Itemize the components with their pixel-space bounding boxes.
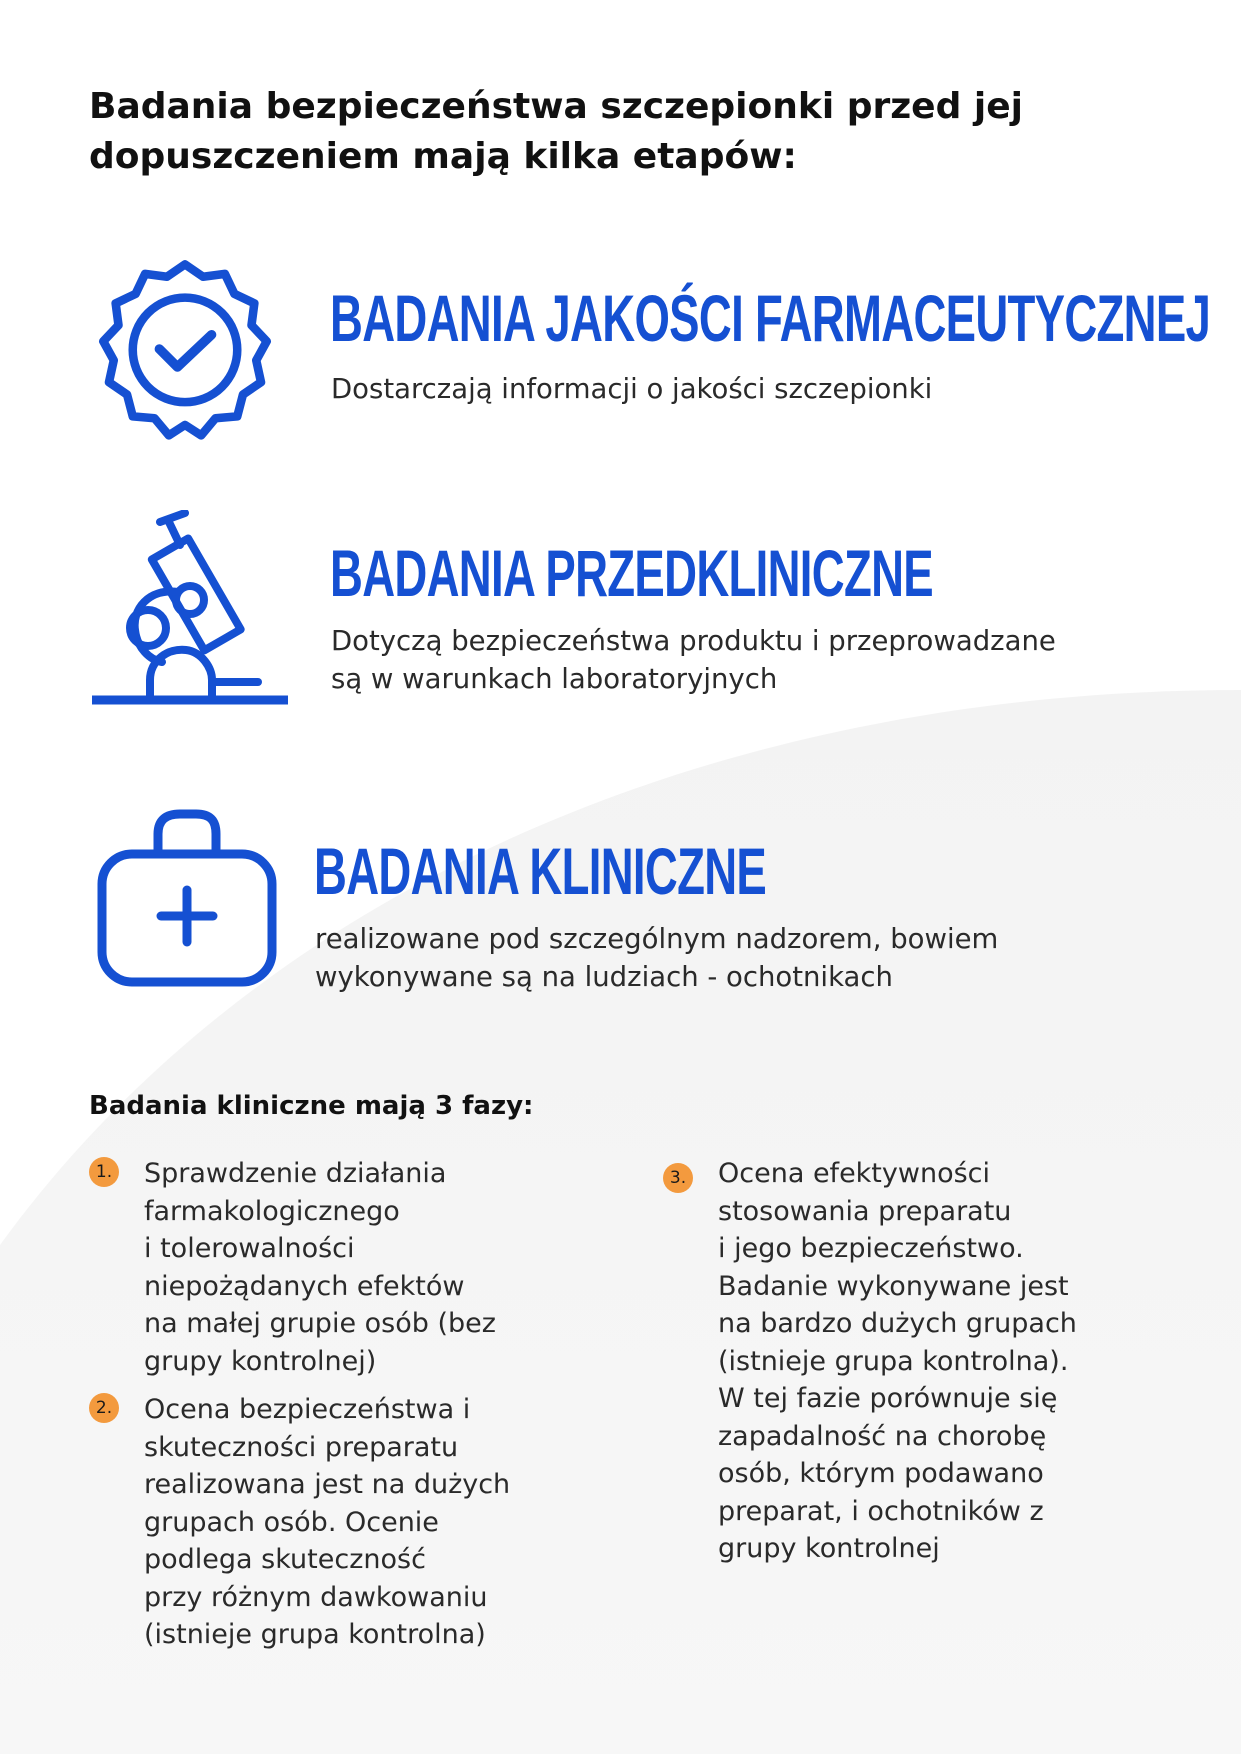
phase-number-badge: 1.: [89, 1157, 119, 1187]
phase-line: na małej grupie osób (bez: [144, 1308, 496, 1339]
phase-line: preparat, i ochotników z: [718, 1495, 1044, 1527]
section-title: BADANIA PRZEDKLINICZNE: [330, 536, 933, 610]
phase-line: (istnieje grupa kontrolna): [144, 1619, 486, 1650]
description-line: realizowane pod szczególnym nadzorem, bowiem: [315, 923, 999, 955]
section-title: BADANIA JAKOŚCI FARMACEUTYCZNEJ: [330, 281, 1211, 355]
phase-line: osób, którym podawano: [718, 1458, 1044, 1489]
medical-kit-icon: [96, 808, 278, 988]
section-description: [315, 920, 1195, 996]
intro-line-1: Badania bezpieczeństwa szczepionki przed jej: [89, 86, 1023, 127]
phase-number-badge: 3.: [663, 1163, 693, 1193]
phase-line: Ocena efektywności: [718, 1158, 991, 1189]
section-description: [331, 370, 1131, 408]
description-line: Dostarczają informacji o jakości szczepionki: [331, 373, 933, 405]
description-line: Dotyczą bezpieczeństwa produktu i przeprowadzane: [331, 625, 1056, 657]
phase-line: grupach osób. Ocenie: [144, 1506, 439, 1538]
phase-line: podlega skuteczność: [144, 1544, 426, 1575]
phase-line: przy różnym dawkowaniu: [144, 1581, 488, 1613]
phase-line: i tolerowalności: [144, 1233, 355, 1264]
phase-number-badge: 2.: [89, 1393, 119, 1423]
phases-heading: Badania kliniczne mają 3 fazy:: [89, 1091, 534, 1121]
phase-line: zapadalność na chorobę: [718, 1420, 1047, 1452]
phase-line: na bardzo dużych grupach: [718, 1308, 1077, 1339]
phase-line: stosowania preparatu: [718, 1195, 1012, 1227]
phase-line: grupy kontrolnej: [718, 1533, 940, 1564]
phase-line: Sprawdzenie działania: [144, 1158, 447, 1189]
phase-text: [144, 1391, 574, 1654]
phase-line: skuteczności preparatu: [144, 1431, 459, 1463]
phase-line: Ocena bezpieczeństwa i: [144, 1394, 471, 1425]
phase-line: niepożądanych efektów: [144, 1270, 465, 1302]
description-line: są w warunkach laboratoryjnych: [331, 663, 778, 695]
section-description: [331, 622, 1191, 698]
phase-line: farmakologicznego: [144, 1195, 400, 1227]
description-line: wykonywane są na ludziach - ochotnikach: [315, 961, 893, 993]
badge-check-icon: [90, 253, 280, 443]
phase-text: [718, 1155, 1158, 1568]
phase-line: i jego bezpieczeństwo.: [718, 1233, 1024, 1264]
phase-line: realizowana jest na dużych: [144, 1469, 511, 1500]
intro-heading: [89, 82, 1149, 182]
phase-line: (istnieje grupa kontrolna).: [718, 1345, 1069, 1377]
microscope-icon: [90, 510, 290, 710]
phase-line: Badanie wykonywane jest: [718, 1270, 1069, 1302]
intro-line-2: dopuszczeniem mają kilka etapów:: [89, 136, 797, 177]
section-title: BADANIA KLINICZNE: [314, 834, 767, 908]
phase-line: W tej fazie porównuje się: [718, 1383, 1058, 1414]
phase-line: grupy kontrolnej): [144, 1345, 377, 1377]
phase-text: [144, 1155, 564, 1380]
